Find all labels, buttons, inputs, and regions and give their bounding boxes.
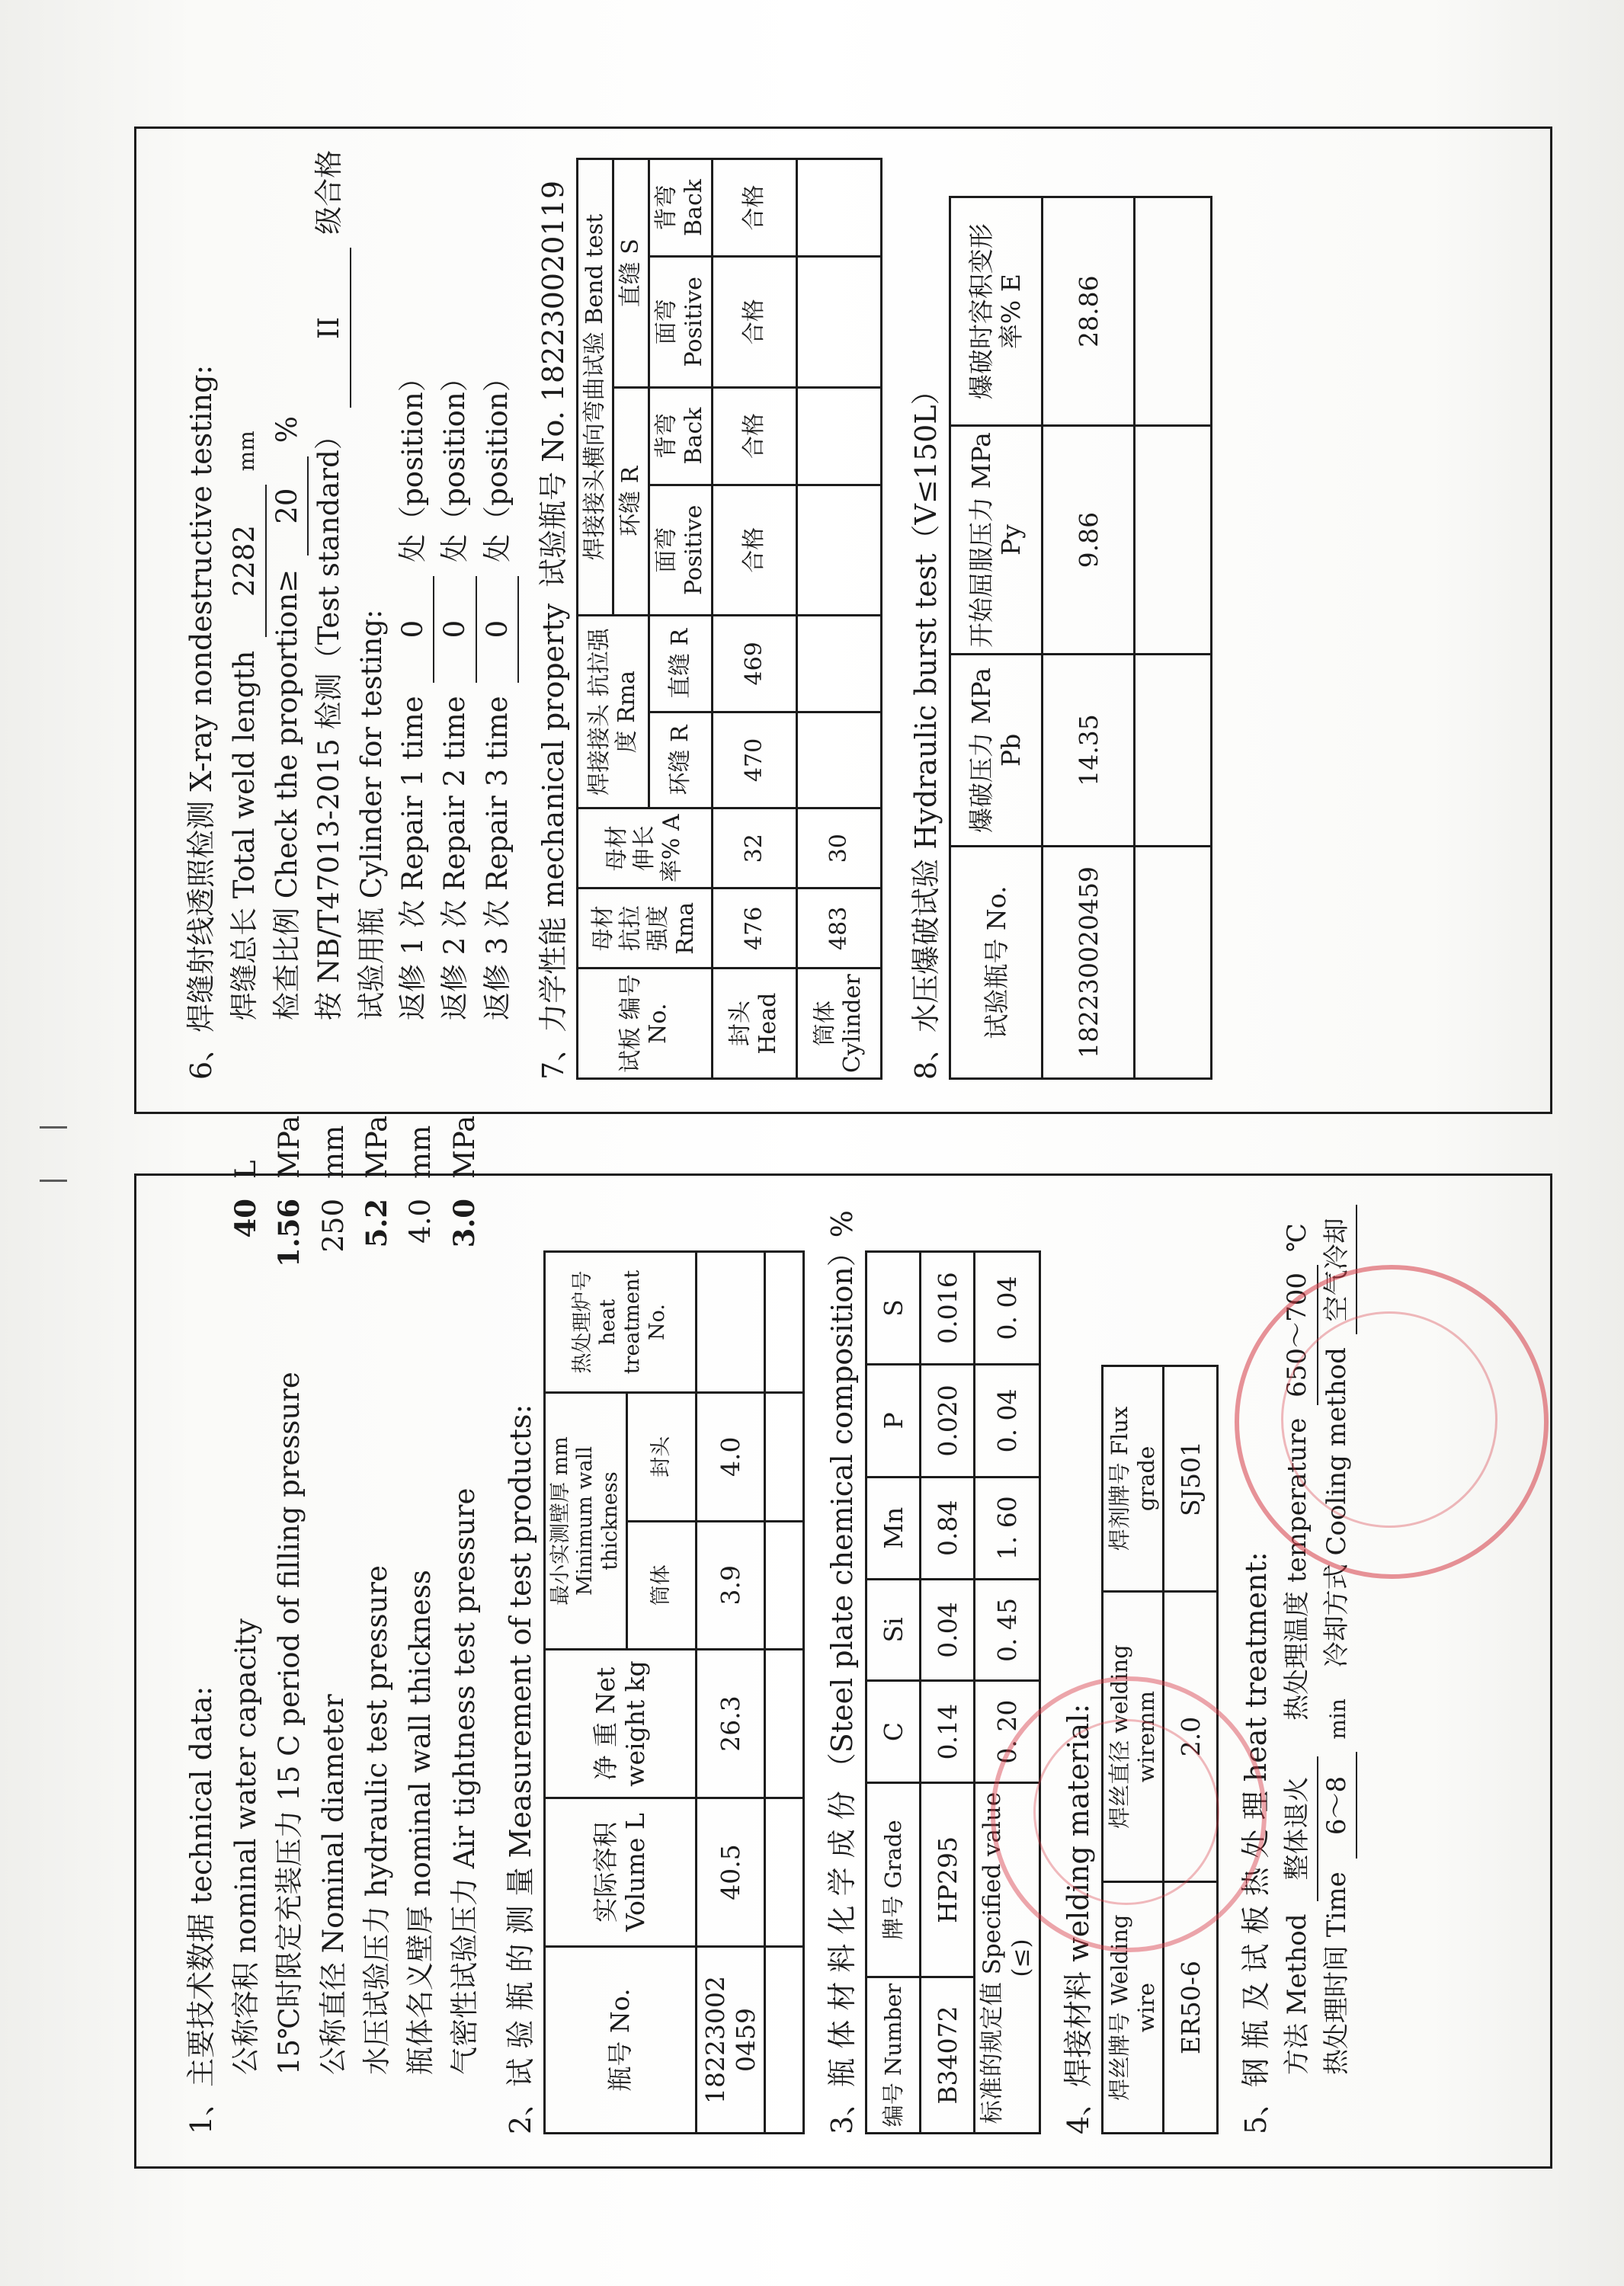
tech-unit: MPa bbox=[273, 1115, 306, 1179]
col-element: C bbox=[866, 1681, 921, 1783]
section8-title: 8、水压爆破试验 Hydraulic burst test（V≤150L） bbox=[909, 376, 943, 1080]
table-row bbox=[1043, 197, 1135, 1079]
repair-value: 0 bbox=[477, 576, 520, 683]
cell-value: 0.04 bbox=[921, 1579, 975, 1681]
cell-spec-label: 标准的规定值 Specified value (≤) bbox=[975, 1783, 1039, 2134]
repair-unit: 处（position） bbox=[396, 363, 429, 562]
cell-straight: 469 bbox=[713, 616, 797, 712]
empty-cell bbox=[765, 1393, 804, 1522]
weld-length-unit: mm bbox=[234, 431, 259, 472]
cell-spec-value: 0. 04 bbox=[975, 1364, 1039, 1477]
cell-bottle-no: 18223002 0459 bbox=[697, 1947, 765, 2134]
cell-straight-positive bbox=[797, 257, 882, 387]
cell-wire-diameter: 2.0 bbox=[1164, 1591, 1218, 1881]
heat-temp-label: 热处理温度 temperature bbox=[1282, 1417, 1313, 1721]
col-burst-pressure: 爆破压力 MPa Pb bbox=[950, 654, 1043, 846]
tech-row bbox=[312, 1125, 355, 2134]
section7-header bbox=[530, 181, 572, 1080]
cell-spec-value: 0. 04 bbox=[975, 1252, 1039, 1365]
section4-title: 4、焊接材料 welding material: bbox=[1061, 1703, 1095, 2134]
table-row bbox=[765, 1252, 804, 2134]
cell-flux-grade: SJ501 bbox=[1164, 1366, 1218, 1592]
heat-method-value: 整体退火 bbox=[1279, 1756, 1318, 1901]
col-ring: 环缝 R bbox=[649, 712, 713, 808]
cell-volume: 40.5 bbox=[697, 1798, 765, 1947]
cell-rma: 476 bbox=[713, 888, 797, 969]
tech-value: 4.0 bbox=[404, 1199, 437, 1244]
col-plate-no: 试板 编号 No. bbox=[578, 969, 713, 1079]
table-row bbox=[1135, 197, 1212, 1079]
empty-cell bbox=[1135, 654, 1212, 846]
tech-label: 公称容积 nominal water capacity bbox=[229, 1618, 262, 2075]
measurement-table bbox=[543, 1250, 805, 2134]
col-element: Mn bbox=[866, 1477, 921, 1579]
col-straight-seam: 直缝 S bbox=[613, 159, 649, 388]
cell-ring: 470 bbox=[713, 712, 797, 808]
cell-yield-pressure: 9.86 bbox=[1043, 426, 1135, 655]
col-heat-treatment: 热处理炉号 heat treatment No. bbox=[545, 1252, 697, 1393]
tech-row bbox=[443, 1115, 486, 2134]
weld-length-label: 焊缝总长 Total weld length bbox=[228, 650, 261, 1020]
cell-ring-positive: 合格 bbox=[713, 485, 797, 615]
cell-thickness-body: 3.9 bbox=[697, 1521, 765, 1649]
col-volume: 实际容积 Volume L bbox=[545, 1798, 697, 1947]
col-positive: 面弯 Positive bbox=[649, 485, 713, 615]
inspection-seal-stamp bbox=[1235, 1265, 1549, 1579]
cell-value: 0.84 bbox=[921, 1477, 975, 1579]
tech-value: 40 bbox=[229, 1199, 262, 1238]
tech-unit: MPa bbox=[360, 1115, 394, 1179]
repair-row bbox=[477, 156, 520, 1080]
cell-rma: 483 bbox=[797, 888, 882, 969]
tech-label: 瓶体名义壁厚 nominal wall thickness bbox=[404, 1570, 437, 2075]
tech-label: 气密性试验压力 Air tightness test pressure bbox=[447, 1487, 481, 2075]
cell-straight-positive: 合格 bbox=[713, 257, 797, 387]
table-row bbox=[975, 1252, 1039, 2134]
col-ring-seam: 环缝 R bbox=[613, 387, 649, 616]
tech-value: 1.56 bbox=[272, 1198, 306, 1267]
tech-label: 水压试验压力 hydraulic test pressure bbox=[360, 1565, 394, 2075]
cell-a: 32 bbox=[713, 808, 797, 888]
col-elongation: 母材 伸长 率% A bbox=[578, 808, 713, 888]
check-proportion-label: 检查比例 Check the proportion≥ bbox=[270, 568, 303, 1020]
table-row bbox=[697, 1252, 765, 2134]
tech-unit: mm bbox=[316, 1125, 350, 1179]
tech-unit: L bbox=[229, 1160, 262, 1179]
col-positive: 面弯 Positive bbox=[649, 257, 713, 387]
cell-value: 0.016 bbox=[921, 1252, 975, 1365]
panel-testing bbox=[134, 126, 1552, 1114]
test-bottle-number: 试验瓶号 No. 182230020119 bbox=[537, 181, 571, 588]
test-standard-label: 按 NB/T47013-2015 检测（Test standard） bbox=[312, 421, 346, 1020]
section3-title: 3、瓶 体 材 料 化 学 成 份 （Steel plate chemical composition）% bbox=[825, 1210, 860, 2134]
empty-cell bbox=[765, 1798, 804, 1947]
cell-bottle-no: 182230020459 bbox=[1043, 847, 1135, 1079]
repair-row bbox=[392, 156, 435, 1080]
cell-welding-wire: ER50-6 bbox=[1164, 1882, 1218, 2134]
tech-value: 250 bbox=[316, 1199, 350, 1253]
cell-spec-value: 1. 60 bbox=[975, 1477, 1039, 1579]
repair-value: 0 bbox=[434, 576, 477, 683]
section1-title: 1、主要技术数据 technical data: bbox=[184, 1686, 218, 2134]
col-weld-tensile: 焊接接头 抗拉强度 Rma bbox=[578, 616, 649, 808]
col-flux-grade: 焊剂牌号 Flux grade bbox=[1102, 1366, 1164, 1592]
cooling-value: 空气冷却 bbox=[1318, 1205, 1357, 1334]
section5-title: 5、钢 瓶 及 试 板 热 处 理 heat treatment: bbox=[1239, 1551, 1273, 2134]
repair-unit: 处（position） bbox=[480, 363, 514, 562]
seal-ring bbox=[1033, 1719, 1219, 1905]
col-straight: 直缝 R bbox=[649, 616, 713, 712]
check-proportion-unit: % bbox=[270, 416, 303, 443]
tech-row bbox=[355, 1115, 399, 2134]
col-number: 编号 Number bbox=[866, 1977, 921, 2134]
cell-heat-treatment bbox=[697, 1252, 765, 1393]
col-base-tensile: 母材 抗拉 强度 Rma bbox=[578, 888, 713, 969]
weld-length-row bbox=[224, 156, 267, 1080]
cell-straight-back: 合格 bbox=[713, 159, 797, 257]
table-row bbox=[713, 159, 797, 1079]
cell-ring-positive bbox=[797, 485, 882, 615]
cell-ring-back: 合格 bbox=[713, 387, 797, 485]
cell-plate: 封头 Head bbox=[713, 969, 797, 1079]
chemical-composition-table bbox=[865, 1250, 1040, 2134]
cell-ring bbox=[797, 712, 882, 808]
col-element: Si bbox=[866, 1579, 921, 1681]
col-wire-diameter: 焊丝直径 welding wiremm bbox=[1102, 1591, 1164, 1881]
section6-title: 6、焊缝射线透照检测 X-ray nondestructive testing: bbox=[184, 364, 218, 1080]
test-standard-value: II bbox=[309, 248, 351, 408]
repair-label: 返修 2 次 Repair 2 time bbox=[438, 696, 472, 1020]
col-element: S bbox=[866, 1252, 921, 1365]
cell-value: 0.14 bbox=[921, 1681, 975, 1783]
tech-row bbox=[267, 1115, 311, 2134]
cell-volume-deformation: 28.86 bbox=[1043, 197, 1135, 426]
burst-test-table bbox=[949, 196, 1212, 1080]
repair-row bbox=[434, 156, 477, 1080]
cell-net-weight: 26.3 bbox=[697, 1650, 765, 1798]
cell-spec-value: 0. 20 bbox=[975, 1681, 1039, 1783]
cell-a: 30 bbox=[797, 808, 882, 888]
check-proportion-row bbox=[267, 156, 309, 1080]
col-welding-wire: 焊丝牌号 Welding wire bbox=[1102, 1882, 1164, 2134]
tech-unit: MPa bbox=[447, 1115, 481, 1179]
col-volume-deformation: 爆破时容积变形率% E bbox=[950, 197, 1043, 426]
section7-title: 7、力学性能 mechanical property bbox=[537, 603, 571, 1080]
cell-value: 0.020 bbox=[921, 1364, 975, 1477]
cell-ring-back bbox=[797, 387, 882, 485]
cell-plate: 筒体 Cylinder bbox=[797, 969, 882, 1079]
cell-thickness-head: 4.0 bbox=[697, 1393, 765, 1522]
cell-number: B34072 bbox=[921, 1977, 975, 2134]
repair-label: 返修 3 次 Repair 3 time bbox=[480, 696, 514, 1020]
inspection-seal-stamp bbox=[991, 1676, 1267, 1952]
col-grade: 牌号 Grade bbox=[866, 1783, 921, 1977]
empty-cell bbox=[1135, 197, 1212, 426]
table-row bbox=[921, 1252, 975, 2134]
check-proportion-value: 20 bbox=[267, 456, 309, 555]
tech-label: 15℃时限定充装压力 15 C period of filling pressure bbox=[273, 1372, 306, 2075]
col-bottle-no: 瓶号 No. bbox=[545, 1947, 697, 2134]
heat-time-unit: min bbox=[1325, 1698, 1350, 1740]
tech-row bbox=[399, 1125, 442, 2134]
repair-unit: 处（position） bbox=[438, 363, 472, 562]
cell-spec-value: 0. 45 bbox=[975, 1579, 1039, 1681]
heat-method-label: 方法 Method bbox=[1282, 1913, 1313, 2075]
tech-unit: mm bbox=[404, 1125, 437, 1179]
mechanical-property-table bbox=[576, 158, 882, 1080]
col-back: 背弯 Back bbox=[649, 159, 713, 257]
tech-row bbox=[224, 1160, 267, 2134]
heat-temp-unit: ℃ bbox=[1282, 1223, 1313, 1253]
col-thickness-body: 筒体 bbox=[627, 1521, 697, 1649]
col-bottle-no: 试验瓶号 No. bbox=[950, 847, 1043, 1079]
tech-value: 3.0 bbox=[447, 1199, 481, 1248]
col-bend-test: 焊接接头横向弯曲试验 Bend test bbox=[578, 159, 613, 616]
empty-cell bbox=[765, 1252, 804, 1393]
tech-value: 5.2 bbox=[360, 1199, 394, 1248]
scan-mark bbox=[40, 1180, 67, 1182]
empty-cell bbox=[1135, 847, 1212, 1079]
col-element: P bbox=[866, 1364, 921, 1477]
heat-temp-value: 650～700 bbox=[1279, 1265, 1318, 1405]
empty-cell bbox=[765, 1650, 804, 1798]
test-standard-unit: 级合格 bbox=[312, 149, 346, 235]
scan-mark bbox=[40, 1126, 67, 1129]
table-row bbox=[797, 159, 882, 1079]
empty-cell bbox=[765, 1521, 804, 1649]
empty-cell bbox=[765, 1947, 804, 2134]
test-standard-row bbox=[309, 149, 351, 1080]
tech-label: 公称直径 Nominal diameter bbox=[316, 1694, 350, 2075]
section2-title: 2、试 验 瓶 的 测 量 Measurement of test products: bbox=[504, 1404, 538, 2134]
empty-cell bbox=[1135, 426, 1212, 655]
repair-label: 返修 1 次 Repair 1 time bbox=[396, 696, 429, 1020]
col-yield-pressure: 开始屈服压力 MPa Py bbox=[950, 426, 1043, 655]
cell-straight-back bbox=[797, 159, 882, 257]
cylinder-testing-label: 试验用瓶 Cylinder for testing: bbox=[354, 609, 388, 1020]
heat-time-label: 热处理时间 Time bbox=[1321, 1871, 1352, 2075]
seal-ring bbox=[1281, 1311, 1497, 1528]
col-net-weight: 净 重 Net weight kg bbox=[545, 1650, 697, 1798]
col-thickness-head: 封头 bbox=[627, 1393, 697, 1522]
cell-straight bbox=[797, 616, 882, 712]
repair-value: 0 bbox=[392, 576, 435, 683]
col-min-thickness: 最小实测壁厚 mm Minimum wall thickness bbox=[545, 1393, 627, 1650]
heat-time-value: 6～8 bbox=[1318, 1752, 1357, 1859]
cell-grade: HP295 bbox=[921, 1783, 975, 1977]
col-back: 背弯 Back bbox=[649, 387, 713, 485]
cooling-label: 冷却方式 Cooling method bbox=[1321, 1347, 1352, 1668]
cell-burst-pressure: 14.35 bbox=[1043, 654, 1135, 846]
weld-length-value: 2282 bbox=[224, 485, 267, 637]
